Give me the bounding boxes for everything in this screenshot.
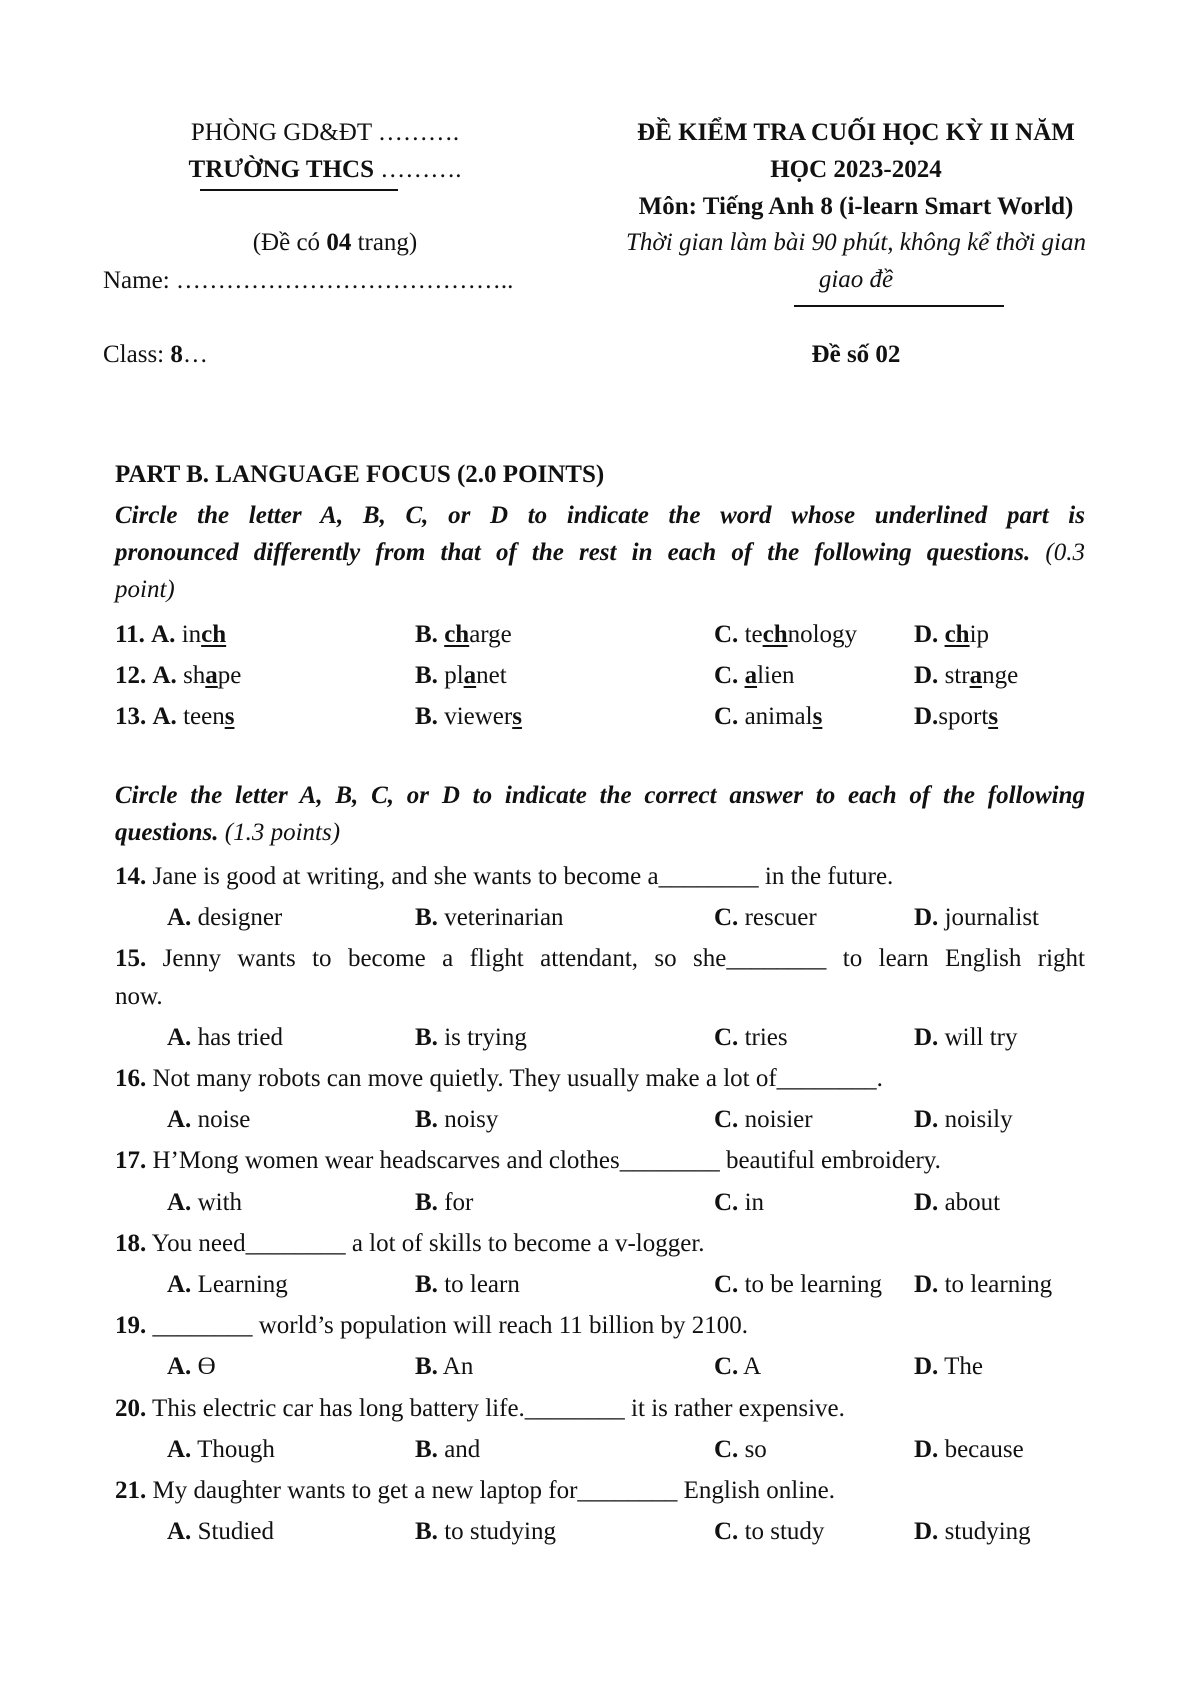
- answer-option[interactable]: [714, 1025, 788, 1050]
- option-text: has tried: [191, 1023, 283, 1051]
- option-text: about: [938, 1188, 1001, 1216]
- option-text-pre: pl: [437, 662, 464, 689]
- question-stem: [115, 1313, 748, 1338]
- answer-option[interactable]: [415, 905, 564, 930]
- page-count: [253, 230, 418, 255]
- option-letter: B.: [415, 1106, 438, 1134]
- option-letter: B.: [415, 904, 438, 932]
- time-line1: Thời gian làm bài 90 phút, không kể thời gian: [626, 229, 1086, 256]
- option-text: veterinarian: [437, 904, 564, 932]
- question-number: 20.: [115, 1394, 147, 1422]
- option-text: and: [437, 1435, 481, 1463]
- instruction-points: (1.3 points): [218, 819, 341, 846]
- option-letter: C.: [714, 662, 739, 689]
- answer-option[interactable]: [914, 1107, 1013, 1132]
- question-number: 15.: [115, 945, 147, 973]
- option-text: Studied: [191, 1518, 274, 1546]
- instruction-line-2: [115, 814, 1085, 851]
- question-number: 11.: [115, 621, 145, 648]
- option-text: A: [738, 1353, 762, 1381]
- option-text-pre: teen: [176, 703, 225, 730]
- time-underline: [794, 305, 1004, 307]
- option-letter: A.: [167, 1518, 192, 1546]
- option-text: to study: [738, 1518, 825, 1546]
- option-text: rescuer: [738, 904, 817, 932]
- option-letter: B.: [415, 1353, 438, 1381]
- option-text: because: [938, 1435, 1024, 1463]
- option-letter: D.: [914, 1271, 939, 1298]
- option-letter: D.: [914, 1188, 939, 1216]
- option-text-pre: str: [938, 662, 970, 689]
- option-letter: D.: [914, 621, 939, 648]
- option-text: ϴ: [191, 1353, 216, 1381]
- answer-option[interactable]: [914, 1272, 1052, 1297]
- pron-option[interactable]: [714, 622, 857, 647]
- underlined-part: s: [988, 703, 999, 730]
- page-count-pre: (Đề có: [252, 229, 327, 256]
- option-letter: B.: [415, 1271, 438, 1298]
- option-text: to studying: [437, 1518, 557, 1546]
- answer-option[interactable]: [914, 1190, 1000, 1215]
- class-field: [103, 342, 208, 367]
- option-letter: D.: [914, 1353, 939, 1381]
- department-line: PHÒNG GD&ĐT ……….: [190, 119, 460, 146]
- question-number: 14.: [115, 863, 147, 890]
- option-letter: A.: [152, 662, 177, 689]
- instruction-points-cont: point): [115, 576, 175, 603]
- option-text: for: [437, 1188, 474, 1216]
- instruction-line: Circle the letter A, B, C, or D to indicate the correct answer to each of the following: [115, 782, 1085, 809]
- option-letter: D.: [914, 662, 939, 689]
- answer-option[interactable]: [714, 1519, 824, 1544]
- option-letter: B.: [415, 703, 438, 730]
- answer-option[interactable]: [415, 1025, 527, 1050]
- answer-option[interactable]: [714, 1272, 882, 1297]
- option-text-post: pe: [217, 662, 242, 689]
- option-letter: C.: [714, 1271, 739, 1298]
- option-text: journalist: [938, 904, 1039, 932]
- answer-option[interactable]: [914, 1354, 983, 1379]
- underlined-part: a: [463, 662, 477, 689]
- option-text: to learn: [437, 1271, 520, 1298]
- answer-option[interactable]: [415, 1437, 480, 1462]
- school-underline: [200, 189, 398, 191]
- pron-option[interactable]: [415, 622, 512, 647]
- question-stem: [115, 1148, 941, 1173]
- option-letter: D.: [914, 703, 939, 730]
- option-text: studying: [938, 1518, 1031, 1546]
- question-text: H’Mong women wear headscarves and clothes________ beautiful embroidery.: [146, 1147, 941, 1175]
- pron-option[interactable]: [714, 663, 795, 688]
- exam-title-line2: HỌC 2023-2024: [770, 156, 942, 183]
- option-letter: A.: [167, 1435, 192, 1463]
- answer-option[interactable]: [167, 1437, 275, 1462]
- instruction-pronunciation: [115, 497, 1085, 608]
- answer-option[interactable]: [167, 1519, 274, 1544]
- option-letter: D.: [914, 1518, 939, 1546]
- option-letter: A.: [167, 1106, 192, 1134]
- answer-option[interactable]: [914, 1519, 1031, 1544]
- option-text-post: arge: [469, 621, 512, 648]
- option-text: noise: [191, 1106, 251, 1134]
- answer-option[interactable]: [167, 1354, 216, 1379]
- answer-option[interactable]: [714, 1437, 767, 1462]
- option-text: in: [738, 1188, 765, 1216]
- option-letter: B.: [415, 1023, 438, 1051]
- option-letter: A.: [151, 621, 176, 648]
- option-text: with: [191, 1188, 243, 1216]
- question-text: ________ world’s population will reach 11 billion by 2100.: [146, 1312, 749, 1340]
- page-count-post: trang): [351, 229, 418, 256]
- pron-option[interactable]: [415, 704, 522, 729]
- pron-option[interactable]: [714, 704, 822, 729]
- option-letter: C.: [714, 1435, 739, 1463]
- question-text: Jane is good at writing, and she wants to become a________ in the future.: [146, 863, 894, 890]
- option-text-pre: animal: [738, 703, 813, 730]
- option-letter: D.: [914, 1023, 939, 1051]
- name-field: Name: …………………………………..: [103, 267, 514, 294]
- time-line2: giao đề: [818, 266, 894, 293]
- answer-option[interactable]: [914, 1437, 1024, 1462]
- answer-option[interactable]: [914, 1025, 1017, 1050]
- answer-option[interactable]: [914, 905, 1039, 930]
- exam-code: Đề số 02: [811, 341, 901, 368]
- answer-option[interactable]: [167, 1107, 250, 1132]
- instruction-line: Circle the letter A, B, C, or D to indicate the word whose underlined part is: [115, 502, 1085, 529]
- question-number: 21.: [115, 1477, 147, 1504]
- question-stem: [115, 1478, 835, 1503]
- answer-option[interactable]: [167, 905, 282, 930]
- answer-option[interactable]: [714, 1190, 764, 1215]
- option-letter: B.: [415, 621, 438, 648]
- option-letter: C.: [714, 1518, 739, 1546]
- school-label: TRƯỜNG THCS: [188, 156, 374, 183]
- option-letter: C.: [714, 1023, 739, 1051]
- underlined-part: ch: [444, 621, 470, 648]
- pron-option[interactable]: [115, 622, 226, 647]
- underlined-part: s: [512, 703, 522, 730]
- option-letter: B.: [415, 1518, 438, 1546]
- question-text: Jenny wants to become a flight attendant, so she________ to learn English right: [146, 945, 1085, 973]
- question-number: 19.: [115, 1312, 147, 1340]
- answer-option[interactable]: [415, 1107, 498, 1132]
- question-text-cont: now.: [115, 982, 163, 1010]
- instruction-points: (0.3: [1030, 539, 1085, 566]
- option-text-post: nge: [982, 662, 1019, 689]
- answer-option[interactable]: [714, 1354, 761, 1379]
- school-line: [189, 157, 462, 182]
- question-stem: [115, 946, 1085, 971]
- option-letter: D.: [914, 904, 939, 932]
- underlined-part: a: [744, 662, 758, 689]
- answer-option[interactable]: [415, 1272, 520, 1297]
- question-number: 12.: [115, 662, 147, 689]
- underlined-part: s: [812, 703, 823, 730]
- answer-option[interactable]: [415, 1190, 473, 1215]
- option-text-pre: in: [175, 621, 202, 648]
- answer-option[interactable]: [714, 1107, 813, 1132]
- question-stem: [115, 1066, 883, 1091]
- option-letter: C.: [714, 904, 739, 932]
- option-letter: A.: [167, 1188, 192, 1216]
- answer-option[interactable]: [415, 1354, 473, 1379]
- option-text: to learning: [938, 1271, 1053, 1298]
- option-letter: C.: [714, 1106, 739, 1134]
- pron-option[interactable]: [914, 704, 998, 729]
- option-letter: C.: [714, 1353, 739, 1381]
- pron-option[interactable]: [115, 704, 234, 729]
- question-stem: [115, 1231, 705, 1256]
- option-letter: C.: [714, 621, 739, 648]
- option-text: so: [738, 1435, 767, 1463]
- instruction-text: questions.: [115, 819, 219, 846]
- page-count-num: 04: [326, 229, 352, 256]
- option-text-post: nology: [787, 621, 858, 648]
- underlined-part: s: [224, 703, 235, 730]
- instruction-line-2: [115, 534, 1085, 571]
- option-text: to be learning: [738, 1271, 883, 1298]
- school-dots: ……….: [373, 156, 462, 183]
- option-letter: C.: [714, 1188, 739, 1216]
- option-letter: D.: [914, 1106, 939, 1134]
- subject-line: Môn: Tiếng Anh 8 (i-learn Smart World): [638, 193, 1074, 220]
- option-text-pre: sport: [938, 703, 989, 730]
- option-letter: B.: [415, 1435, 438, 1463]
- option-text-pre: te: [738, 621, 763, 648]
- option-text: will try: [938, 1023, 1018, 1051]
- question-text: You need________ a lot of skills to become a v-logger.: [146, 1229, 705, 1257]
- option-text: Learning: [191, 1271, 288, 1298]
- underlined-part: ch: [201, 621, 227, 648]
- exam-title-line1: ĐỀ KIỂM TRA CUỐI HỌC KỲ II NĂM: [637, 119, 1075, 146]
- option-letter: A.: [167, 904, 192, 932]
- answer-option[interactable]: [415, 1519, 556, 1544]
- question-number: 13.: [115, 703, 147, 730]
- option-text: An: [437, 1353, 474, 1381]
- question-number: 16.: [115, 1065, 147, 1092]
- question-number: 17.: [115, 1147, 147, 1175]
- option-text: designer: [191, 904, 283, 932]
- underlined-part: ch: [762, 621, 788, 648]
- underlined-part: a: [205, 662, 218, 689]
- class-label: Class:: [103, 341, 171, 368]
- option-letter: A.: [152, 703, 177, 730]
- option-text: The: [938, 1353, 983, 1381]
- answer-option[interactable]: [167, 1025, 283, 1050]
- class-value: 8: [170, 341, 183, 368]
- option-text: noisy: [437, 1106, 499, 1134]
- option-letter: B.: [415, 662, 438, 689]
- question-text: This electric car has long battery life.________ it is rather expensive.: [146, 1394, 845, 1422]
- pron-option[interactable]: [914, 622, 989, 647]
- class-dots: …: [182, 341, 208, 368]
- option-text-pre: viewer: [437, 703, 513, 730]
- pron-option[interactable]: [914, 663, 1018, 688]
- question-stem: [115, 1396, 845, 1421]
- pron-option[interactable]: [415, 663, 507, 688]
- question-text: My daughter wants to get a new laptop for________ English online.: [146, 1477, 836, 1504]
- option-text-post: ip: [969, 621, 990, 648]
- instruction-text: pronounced differently from that of the rest in each of the following questions.: [115, 539, 1031, 566]
- answer-option[interactable]: [167, 1190, 242, 1215]
- option-text: Though: [191, 1435, 275, 1463]
- option-text: noisier: [738, 1106, 813, 1134]
- option-letter: C.: [714, 703, 739, 730]
- option-text: noisily: [938, 1106, 1013, 1134]
- underlined-part: a: [969, 662, 983, 689]
- part-title: PART B. LANGUAGE FOCUS (2.0 POINTS): [115, 461, 605, 488]
- pron-option[interactable]: [115, 663, 241, 688]
- question-stem: [115, 864, 893, 889]
- option-text-post: net: [476, 662, 507, 689]
- option-letter: A.: [167, 1353, 192, 1381]
- option-text-pre: sh: [176, 662, 206, 689]
- option-text-post: lien: [757, 662, 795, 689]
- answer-option[interactable]: [167, 1272, 288, 1297]
- answer-option[interactable]: [714, 905, 817, 930]
- underlined-part: ch: [944, 621, 970, 648]
- option-letter: D.: [914, 1435, 939, 1463]
- option-text: is trying: [437, 1023, 527, 1051]
- instruction-grammar: [115, 777, 1085, 851]
- option-letter: B.: [415, 1188, 438, 1216]
- question-text: Not many robots can move quietly. They usually make a lot of________.: [146, 1065, 883, 1092]
- option-text: tries: [738, 1023, 788, 1051]
- option-letter: A.: [167, 1023, 192, 1051]
- question-number: 18.: [115, 1229, 147, 1257]
- option-letter: A.: [167, 1271, 192, 1298]
